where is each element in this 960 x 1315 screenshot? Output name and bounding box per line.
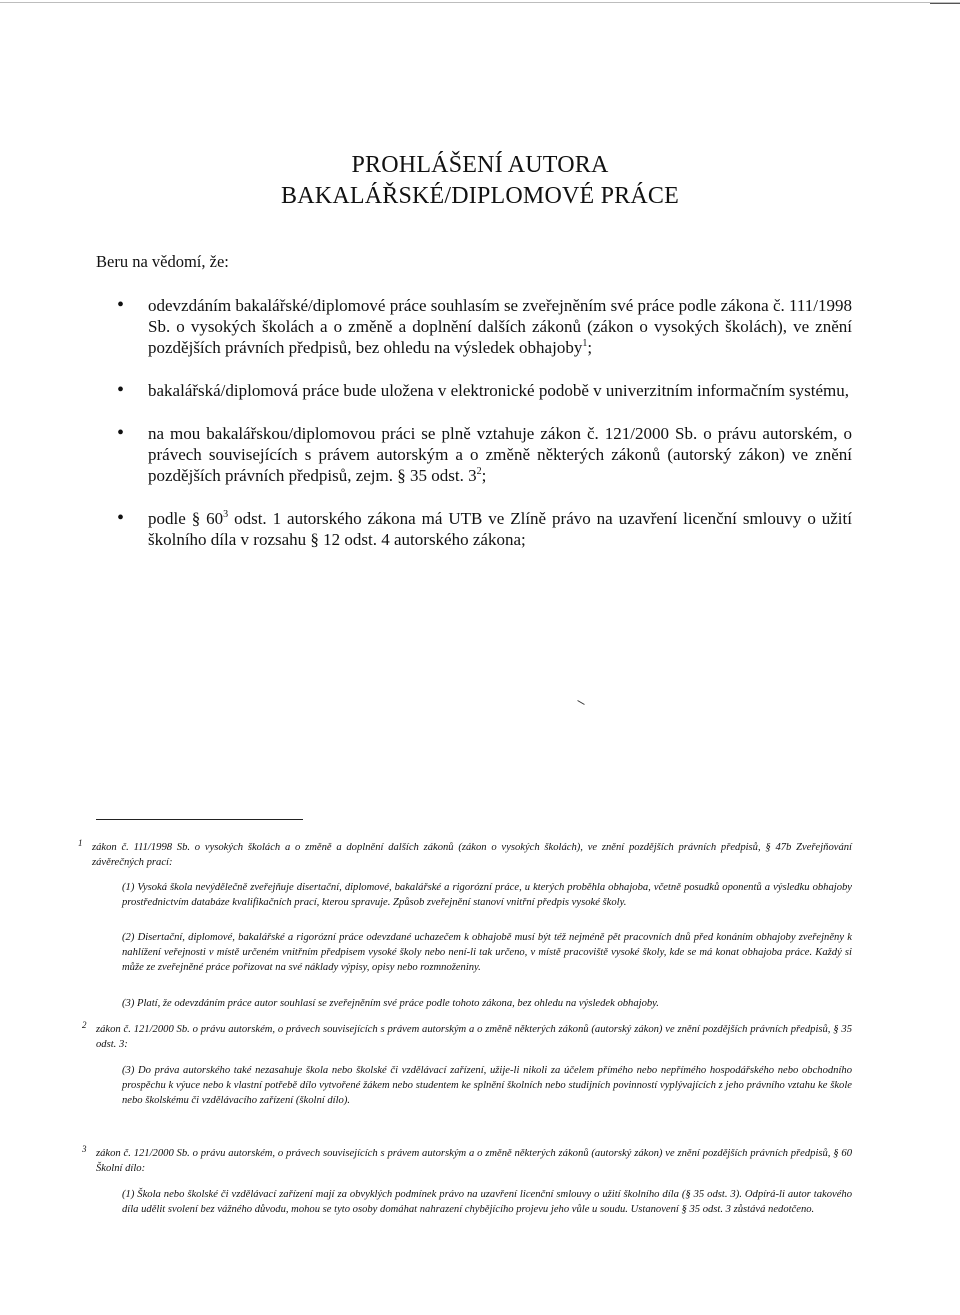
scan-artifact-mark [577, 700, 584, 705]
footnote-ref: 3 [223, 509, 229, 520]
list-item-text: podle § 60 [148, 509, 224, 528]
footnote-paragraph: (3) Do práva autorského také nezasahuje škola nebo školské či vzdělávací zařízení, užije-li nikoli za účelem přímého nebo nepřímého hospodářského nebo obchodního prospěchu k výuce nebo k vlastní potřebě dílo vytvořené žákem nebo studentem ke splnění školních nebo studijních povinností vyplývajících z jeho právního vztahu ke škole nebo školskému či vzdělávacího zařízení (školní dílo). [122, 1065, 852, 1106]
footnote-ref: 2 [476, 466, 482, 477]
scan-top-edge-mark [930, 3, 960, 4]
footnote-mark: 2 [82, 1020, 87, 1030]
list-item-text: odevzdáním bakalářské/diplomové práce souhlasím se zveřejněním své práce podle zákona č. 111/1998 Sb. o vysokých školách a o změně a doplnění dalších zákonů (zákon o vysokých školách), ve znění pozdějších právních předpisů, bez ohledu na výsledek obhajoby [148, 296, 852, 357]
title-line-2: BAKALÁŘSKÉ/DIPLOMOVÉ PRÁCE [281, 183, 679, 209]
footnote-ref: 1 [582, 338, 588, 349]
list-item [148, 508, 852, 550]
document-title [0, 150, 960, 212]
footnote-paragraph: (3) Platí, že odevzdáním práce autor souhlasí se zveřejněním své práce podle tohoto zákona, bez ohledu na výsledek obhajoby. [122, 998, 659, 1009]
footnote-paragraph: (1) Škola nebo školské či vzdělávací zařízení mají za obvyklých podmínek právo na uzavření licenční smlouvy o užití školního díla (§ 35 odst. 3). Odpírá-li autor takového díla udělit svolení bez vážného důvodu, mohou se tyto osoby domáhat nahrazení chybějícího projevu jeho vůle u soudu. Ustanovení § 35 odst. 3 zůstává nedotčeno. [122, 1189, 852, 1215]
declaration-list [148, 295, 852, 572]
footnote-paragraph: (2) Disertační, diplomové, bakalářské a rigorózní práce odevzdané uchazečem k obhajobě musí být též nejméně pět pracovních dnů před konáním obhajoby zveřejněny k nahlížení veřejnosti v místě určeném vnitřním předpisem vysoké školy nebo není-li tak určeno, v místě pracoviště vysoké školy, kde se má konat obhajoba práce. Každý si může ze zveřejněné práce pořizovat na své náklady výpisy, opisy nebo rozmnoženiny. [122, 932, 852, 973]
footnote-paragraph: (1) Vysoká škola nevýdělečně zveřejňuje disertační, diplomové, bakalářské a rigorózní práce, u kterých proběhla obhajoba, včetně posudků oponentů a výsledku obhajoby prostřednictvím databáze kvalifikačních prací, kterou spravuje. Způsob zveřejnění stanoví vnitřní předpis vysoké školy. [122, 882, 852, 908]
footnote-3 [82, 1144, 852, 1176]
footnote-2 [82, 1020, 852, 1052]
scan-top-edge [0, 2, 960, 3]
list-item [148, 295, 852, 358]
footnote-text: zákon č. 111/1998 Sb. o vysokých školách a o změně a doplnění dalších zákonů (zákon o vysokých školách), ve znění pozdějších právních předpisů, § 47b Zveřejňování závěrečných prací: [92, 842, 852, 868]
footnote-text: zákon č. 121/2000 Sb. o právu autorském, o právech souvisejících s právem autorským a o změně některých zákonů (autorský zákon) ve znění pozdějších právních předpisů, § 35 odst. 3: [96, 1024, 852, 1050]
list-item-text: na mou bakalářskou/diplomovou práci se plně vztahuje zákon č. 121/2000 Sb. o právu autorském, o právech souvisejících s právem autorským a o změně některých zákonů (autorský zákon) ve znění pozdějších právních předpisů, zejm. § 35 odst. 3 [148, 424, 852, 485]
footnote-mark: 3 [82, 1144, 87, 1154]
intro-text: Beru na vědomí, že: [96, 252, 229, 271]
list-item-text: odst. 1 autorského zákona má UTB ve Zlíně právo na uzavření licenční smlouvy o užití školního díla v rozsahu § 12 odst. 4 autorského zákona; [148, 509, 852, 549]
footnote-mark: 1 [78, 838, 83, 848]
list-item [148, 380, 852, 401]
list-item-text: ; [587, 338, 593, 357]
footnote-separator [96, 819, 303, 820]
list-item-text: ; [481, 466, 487, 485]
title-line-1: PROHLÁŠENÍ AUTORA [351, 152, 609, 178]
list-item-text: bakalářská/diplomová práce bude uložena v elektronické podobě v univerzitním informačním systému, [148, 381, 850, 400]
footnote-text: zákon č. 121/2000 Sb. o právu autorském, o právech souvisejících s právem autorským a o změně některých zákonů (autorský zákon) ve znění pozdějších právních předpisů, § 60 Školní dílo: [96, 1148, 852, 1174]
footnote-1 [78, 838, 852, 870]
list-item [148, 423, 852, 486]
